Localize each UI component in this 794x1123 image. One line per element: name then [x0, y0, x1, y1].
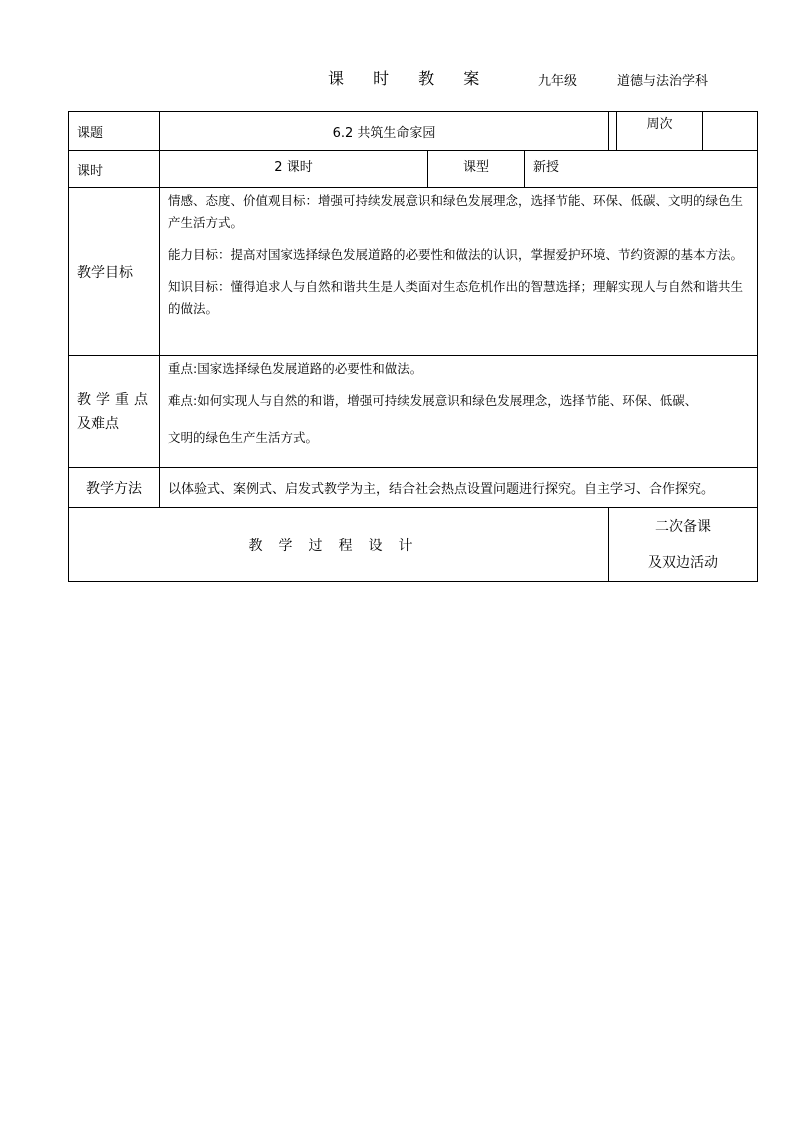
grade-label: 九年级 [538, 74, 578, 89]
week-label: 周次 [617, 112, 703, 150]
row-key-points [69, 356, 758, 468]
page-title: 课 时 教 案 [328, 69, 492, 88]
subject-label: 道德与法治学科 [617, 74, 709, 89]
topic-label: 课题 [69, 112, 160, 151]
row-process [69, 508, 758, 582]
goal-knowledge: 知识目标：懂得追求人与自然和谐共生是人类面对生态危机作出的智慧选择；理解实现人与自然和谐共生的做法。 [168, 279, 744, 316]
row-topic [69, 112, 758, 151]
row-goals [69, 188, 758, 356]
key-point: 重点:国家选择绿色发展道路的必要性和做法。 [168, 361, 423, 376]
topic-value: 6.2 共筑生命家园 [160, 112, 609, 151]
type-value: 新授 [525, 151, 758, 188]
goal-ability: 能力目标：提高对国家选择绿色发展道路的必要性和做法的认识，掌握爱护环境、节约资源的基本方法。 [168, 247, 744, 262]
row-hours [69, 151, 758, 188]
goal-emotion: 情感、态度、价值观目标：增强可持续发展意识和绿色发展理念，选择节能、环保、低碳、文明的绿色生产生活方式。 [168, 193, 744, 230]
goals-content [160, 188, 758, 356]
row-method [69, 468, 758, 508]
goals-label: 教学目标 [69, 188, 160, 356]
lesson-plan-table [68, 111, 758, 582]
week-value [703, 112, 757, 150]
second-prep-line1: 二次备课 [655, 518, 712, 535]
key-points-content [160, 356, 758, 468]
hours-value: 2 课时 [160, 151, 428, 188]
second-prep-line2: 及双边活动 [648, 554, 719, 571]
second-prep-label [609, 508, 758, 582]
method-label: 教学方法 [69, 468, 160, 508]
method-value: 以体验式、案例式、启发式教学为主，结合社会热点设置问题进行探究。自主学习、合作探究。 [160, 468, 758, 508]
difficulty-line1: 难点:如何实现人与自然的和谐，增强可持续发展意识和绿色发展理念，选择节能、环保、低碳、 [168, 393, 698, 408]
key-points-label [69, 356, 160, 468]
key-points-label-line2: 及难点 [77, 415, 119, 432]
type-label: 课型 [428, 151, 525, 188]
process-design-label: 教学过程设计 [69, 508, 609, 582]
key-points-label-line1: 教学重点 [77, 391, 153, 408]
hours-label: 课时 [69, 151, 160, 188]
page-header [0, 66, 794, 90]
difficulty-line2: 文明的绿色生产生活方式。 [168, 430, 319, 445]
